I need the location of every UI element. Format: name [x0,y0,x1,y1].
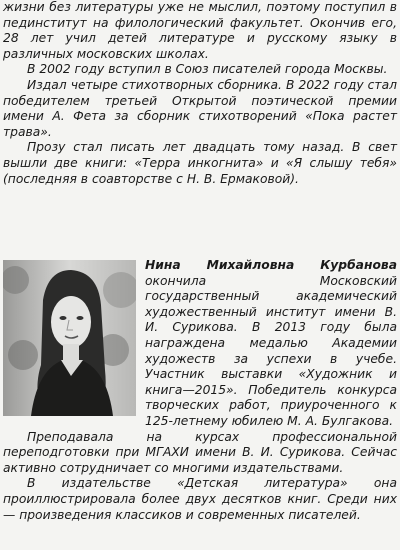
author-portrait-photo [3,260,136,416]
bio-1-paragraph-1: жизни без литературы уже не мыслил, поэтому поступил в пединститут на филологический факультет. Окончив его, 28 лет учил детей литературе и русскому языку в различных московских школах. [3,0,397,61]
bio-1-paragraph-3: Издал четыре стихотворных сборника. В 2022 году стал победителем третьей Открытой поэтической премии имени А. Фета за сборник стихотворений «Пока растет трава». [3,77,397,139]
author-bio-2 [3,258,397,523]
book-page [3,0,397,522]
bio-1-paragraph-2: В 2002 году вступил в Союз писателей города Москвы. [27,62,388,77]
author-bio-1 [3,0,397,187]
bio-1-paragraph-4: Прозу стал писать лет двадцать тому назад. В свет вышли две книги: «Терра инкогнита» и «Я слышу тебя» (последняя в соавторстве с Н. В. Ермаковой). [3,140,397,186]
bio-2-paragraph-1: окончила Московский государственный академический художественный институт имени В. И. Сурикова. В 2013 году была награждена медалью Академии художеств за успехи в учебе. Участник выставки «Художник и книга—2015». Победитель конкурса творческих работ, приуроченного к 125-летнему юбилею М. А. Булгакова. [145,273,397,428]
bio-2-paragraph-2: Преподавала на курсах профессиональной переподготовки при МГАХИ имени В. И. Сурикова. Сейчас активно сотрудничает со многими издательствами. [3,429,397,475]
bio-2-paragraph-3: В издательстве «Детская литература» она проиллюстрировала более двух десятков книг. Среди них — произведения классиков и современных писателей. [3,476,397,522]
author-name: Нина Михайловна Курбанова [145,258,397,272]
